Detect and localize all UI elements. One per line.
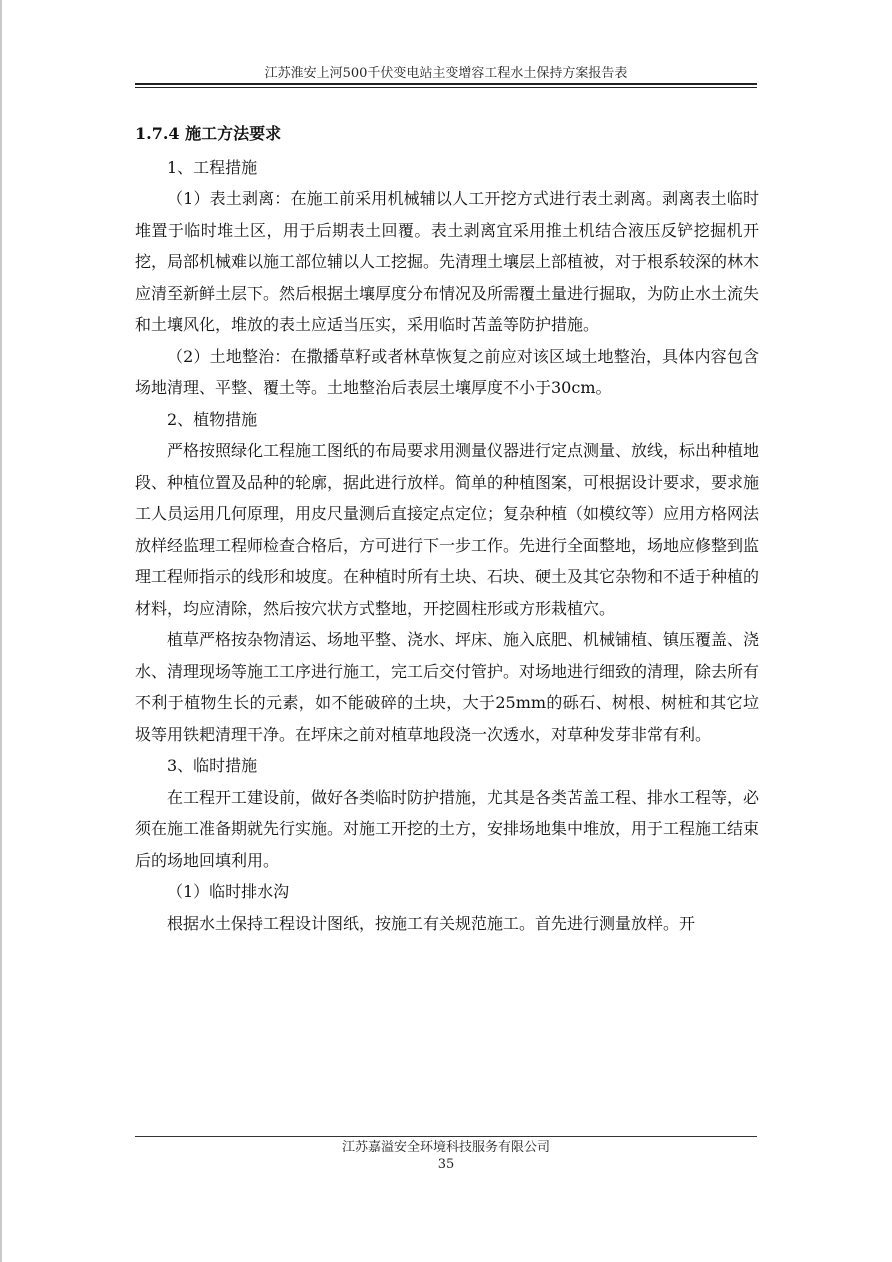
paragraph-temporary-protection: 在工程开工建设前，做好各类临时防护措施，尤其是各类苫盖工程、排水工程等，必须在施工准备期就先行实施。对施工开挖的土方，安排场地集中堆放，用于工程施工结束后的场地回填利用。 — [135, 787, 760, 870]
subheading-temporary-drainage: （1）临时排水沟 — [167, 882, 290, 901]
section-heading: 1.7.4 施工方法要求 — [135, 124, 282, 143]
footer-company: 江苏嘉溢安全环境科技服务有限公司 — [341, 1140, 550, 1155]
header-divider-thin — [135, 87, 757, 88]
header-divider-thick — [135, 83, 757, 85]
subheading-engineering-measures: 1、工程措施 — [167, 157, 258, 177]
header-title: 江苏淮安上河500千伏变电站主变增容工程水土保持方案报告表 — [264, 66, 628, 81]
paragraph-drainage-construction: 根据水土保持工程设计图纸，按施工有关规范施工。首先进行测量放样。开 — [167, 913, 696, 933]
paragraph-topsoil-stripping: （1）表土剥离：在施工前采用机械辅以人工开挖方式进行表土剥离。剥离表土临时堆置于临时堆土区，用于后期表土回覆。表土剥离宜采用推土机结合液压反铲挖掘机开挖，局部机械难以施工部位辅以人工挖掘。先清理土壤层上部植被，对于根系较深的林木应清至新鲜土层下。然后根据土壤厚度分布情况及所需覆土量进行掘取，为防止水土流失和土壤风化，堆放的表土应适当压实，采用临时苫盖等防护措施。 — [135, 189, 760, 334]
page-number: 35 — [437, 1157, 455, 1172]
subheading-plant-measures: 2、植物措施 — [167, 409, 258, 429]
footer-divider — [135, 1136, 757, 1137]
paragraph-grass-planting: 植草严格按杂物清运、场地平整、浇水、坪床、施入底肥、机械铺植、镇压覆盖、浇水、清理现场等施工工序进行施工，完工后交付管护。对场地进行细致的清理，除去所有不利于植物生长的元素，如不能破碎的土块，大于25mm的砾石、树根、树桩和其它垃圾等用铁耙清理干净。在坪床之前对植草地段浇一次透水，对草种发芽非常有利。 — [135, 630, 760, 744]
document-body — [135, 118, 759, 939]
paragraph-planting-layout: 严格按照绿化工程施工图纸的布局要求用测量仪器进行定点测量、放线，标出种植地段、种植位置及品种的轮廓，据此进行放样。简单的种植图案，可根据设计要求，要求施工人员运用几何原理，用皮尺量测后直接定点定位；复杂种植（如模纹等）应用方格网法放样经监理工程师检查合格后，方可进行下一步工作。先进行全面整地，场地应修整到监理工程师指示的线形和坡度。在种植时所有土块、石块、硬土及其它杂物和不适于种植的材料，均应清除，然后按穴状方式整地，开挖圆柱形或方形栽植穴。 — [135, 441, 760, 618]
paragraph-land-consolidation: （2）土地整治：在撒播草籽或者林草恢复之前应对该区域土地整治，具体内容包含场地清理、平整、覆土等。土地整治后表层土壤厚度不小于30cm。 — [135, 346, 759, 397]
subheading-temporary-measures: 3、临时措施 — [167, 756, 258, 775]
page-edge-rule — [0, 0, 2, 1262]
